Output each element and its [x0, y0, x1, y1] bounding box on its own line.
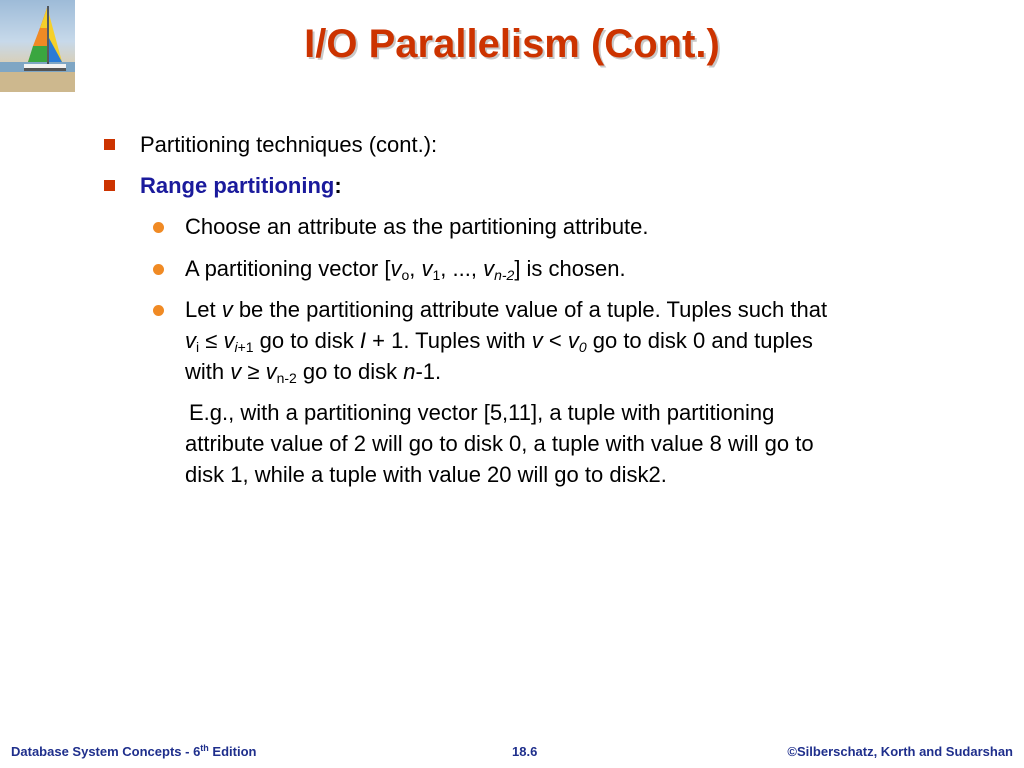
highlight-term: Range partitioning	[140, 173, 335, 198]
bullet-dot-icon	[153, 222, 164, 233]
bullet-square-icon	[104, 139, 115, 150]
example-line-3: disk 1, while a tuple with value 20 will go to disk2.	[185, 462, 667, 487]
footer-page-number: 18.6	[512, 744, 538, 759]
bullet-text: Partitioning techniques (cont.):	[140, 132, 438, 157]
bullet-dot-icon	[153, 305, 164, 316]
slide-title: I/O Parallelism (Cont.)	[304, 22, 720, 66]
sub-bullet-partitioning-vector: A partitioning vector [$v_o$, $v_1$, ..., $v_{n-2}$] is chosen.	[185, 256, 626, 283]
example-line-2: attribute value of 2 will go to disk 0, a tuple with value 8 will go to	[185, 431, 814, 456]
sub-bullet-rule-line-3: with $v \ge v_{n-2}$ go to disk n-1.	[185, 359, 442, 386]
sub-bullet-rule-line-2: $v_i \le v_{i+1}$ go to disk I + 1. Tuples with $v < v_0$ go to disk 0 and tuples	[185, 328, 813, 355]
sub-bullet-rule-line-1: Let v be the partitioning attribute value of a tuple. Tuples such that	[185, 297, 828, 322]
bullet-square-icon	[104, 180, 115, 191]
example-line-1: E.g., with a partitioning vector [5,11], a tuple with partitioning	[189, 400, 775, 425]
footer-book-title: Database System Concepts - 6th Edition	[11, 743, 257, 759]
bullet-range-partitioning: Range partitioning:	[140, 173, 342, 198]
footer-copyright: ©Silberschatz, Korth and Sudarshan	[787, 744, 1013, 759]
sub-bullet-text: Choose an attribute as the partitioning attribute.	[185, 214, 649, 239]
bullet-dot-icon	[153, 264, 164, 275]
